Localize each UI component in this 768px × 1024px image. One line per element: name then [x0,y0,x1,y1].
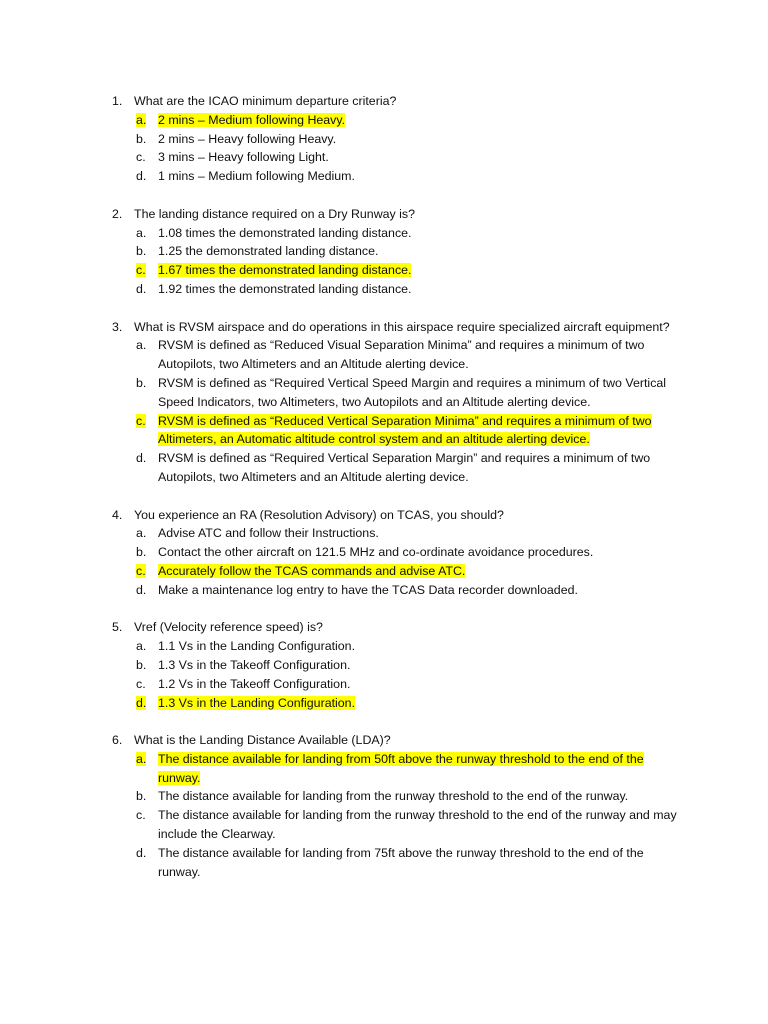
option-letter: a. [136,112,147,127]
option-text: 1.92 times the demonstrated landing distance. [158,281,412,296]
option-text: The distance available for landing from the runway threshold to the end of the runway and may include the Clearway. [158,808,677,842]
answer-option [136,130,768,149]
option-letter: c. [136,263,146,278]
option-letter: b. [136,657,147,672]
question-5 [0,618,768,712]
answer-option [136,374,768,412]
question-text: You experience an RA (Resolution Advisory) on TCAS, you should? [134,507,504,522]
option-letter: c. [136,808,146,823]
question-1 [0,92,768,186]
option-letter: c. [136,563,146,578]
question-text: Vref (Velocity reference speed) is? [134,620,323,635]
answer-option [136,524,768,543]
answer-option [136,336,768,374]
answer-option [136,787,768,806]
option-text: 2 mins – Heavy following Heavy. [158,131,337,146]
option-letter: a. [136,338,147,353]
answer-option-correct [136,750,768,788]
option-letter: c. [136,676,146,691]
option-text: 3 mins – Heavy following Light. [158,150,329,165]
answer-option-correct [136,111,768,130]
option-letter: a. [136,526,147,541]
question-number: 5. [112,620,123,635]
option-text: Advise ATC and follow their Instructions. [158,526,379,541]
option-text: 1.3 Vs in the Landing Configuration. [158,695,356,710]
option-text: 1.08 times the demonstrated landing distance. [158,225,412,240]
option-letter: d. [136,451,147,466]
answer-option [136,224,768,243]
option-letter: d. [136,281,147,296]
option-letter: b. [136,375,147,390]
option-text: RVSM is defined as “Required Vertical Speed Margin and requires a minimum of two Vertical Speed Indicators, two Altimeters, two Autopilots and an Altitude alerting device. [158,375,667,409]
option-text: Make a maintenance log entry to have the TCAS Data recorder downloaded. [158,582,578,597]
option-text: 2 mins – Medium following Heavy. [158,112,346,127]
answer-option [136,581,768,600]
option-letter: a. [136,639,147,654]
answer-option [136,675,768,694]
option-text: Accurately follow the TCAS commands and advise ATC. [158,563,466,578]
question-number: 1. [112,94,123,108]
option-letter: b. [136,545,147,560]
answer-option [136,449,768,487]
answer-option [136,656,768,675]
quiz-document [0,92,768,900]
question-number: 3. [112,319,123,334]
option-letter: c. [136,413,146,428]
answer-option-correct [136,694,768,713]
question-6 [0,731,768,881]
question-2 [0,205,768,299]
option-letter: a. [136,225,147,240]
answer-option [136,242,768,261]
option-text: 1 mins – Medium following Medium. [158,169,355,184]
option-text: 1.2 Vs in the Takeoff Configuration. [158,676,351,691]
answer-option [136,543,768,562]
question-4 [0,506,768,600]
answer-option-correct [136,562,768,581]
option-letter: c. [136,150,146,165]
option-text: 1.25 the demonstrated landing distance. [158,244,379,259]
question-text: What is RVSM airspace and do operations in this airspace require specialized aircraft equipment? [134,319,670,334]
question-number: 6. [112,733,123,748]
option-letter: b. [136,789,147,804]
question-3 [0,318,768,487]
question-number: 2. [112,206,123,221]
answer-option [136,806,768,844]
option-letter: d. [136,845,147,860]
option-text: RVSM is defined as “Reduced Visual Separation Minima” and requires a minimum of two Autopilots, two Altimeters and an Altitude alerting device. [158,338,645,372]
option-text: 1.67 times the demonstrated landing distance. [158,263,412,278]
question-text: What are the ICAO minimum departure criteria? [134,94,397,108]
option-text: RVSM is defined as “Required Vertical Separation Margin” and requires a minimum of two Autopilots, two Altimeters and an Altitude alerting device. [158,451,651,484]
answer-option [136,148,768,167]
question-text: What is the Landing Distance Available (LDA)? [134,733,391,748]
question-text: The landing distance required on a Dry Runway is? [134,206,416,221]
answer-option [136,844,768,882]
answer-option-correct [136,412,768,450]
option-letter: d. [136,169,147,184]
answer-option [136,280,768,299]
option-letter: d. [136,695,147,710]
option-letter: b. [136,131,147,146]
option-text: RVSM is defined as “Reduced Vertical Separation Minima” and requires a minimum of two Altimeters, an Automatic altitude control system and an altitude alerting device. [158,413,652,447]
option-letter: b. [136,244,147,259]
answer-option [136,637,768,656]
question-number: 4. [112,507,123,522]
option-text: The distance available for landing from 50ft above the runway threshold to the end of the runway. [158,751,644,785]
option-letter: d. [136,582,147,597]
option-text: The distance available for landing from the runway threshold to the end of the runway. [158,789,629,804]
answer-option [136,167,768,186]
option-text: Contact the other aircraft on 121.5 MHz and co-ordinate avoidance procedures. [158,545,594,560]
option-text: 1.1 Vs in the Landing Configuration. [158,639,356,654]
answer-option-correct [136,261,768,280]
option-text: 1.3 Vs in the Takeoff Configuration. [158,657,351,672]
option-text: The distance available for landing from 75ft above the runway threshold to the end of the runway. [158,845,644,879]
option-letter: a. [136,751,147,766]
